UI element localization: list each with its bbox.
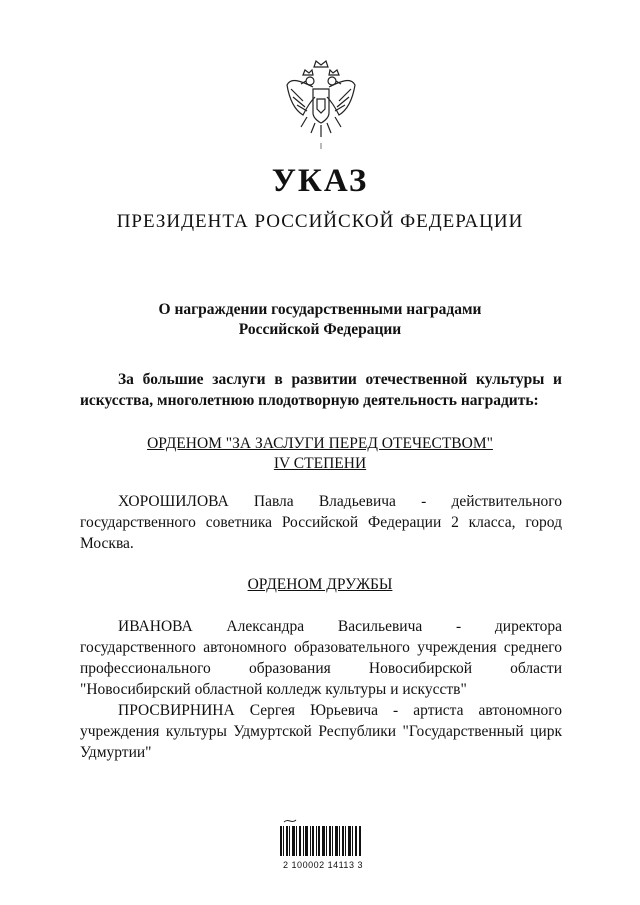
award-name-line-1: ОРДЕНОМ "ЗА ЗАСЛУГИ ПЕРЕД ОТЕЧЕСТВОМ" xyxy=(147,435,493,452)
barcode-number: 2 100002 14113 3 xyxy=(283,860,363,870)
coat-of-arms-icon xyxy=(283,57,359,152)
award-name-line-2: IV СТЕПЕНИ xyxy=(273,455,367,472)
award-heading-order-of-merit xyxy=(0,434,640,474)
barcode-icon xyxy=(278,816,364,858)
award-heading-order-of-friendship xyxy=(0,575,640,595)
issuer-subtitle: ПРЕЗИДЕНТА РОССИЙСКОЙ ФЕДЕРАЦИИ xyxy=(116,211,524,232)
decree-title-line-1: О награждении государственными наградами xyxy=(158,301,482,318)
recipient-entry: ПРОСВИРНИНА Сергея Юрьевича - артиста автономного учреждения культуры Удмуртской Республики "Государственный цирк Удмуртии" xyxy=(80,702,562,761)
decree-title xyxy=(100,300,540,340)
document-type-title: УКАЗ xyxy=(271,163,369,199)
recipient-entry: ИВАНОВА Александра Васильевича - директора государственного автономного образовательного учреждения среднего профессионального образования Новосибирской области "Новосибирский областной колледж культуры и искусств" xyxy=(80,618,562,698)
recipient-entry: ХОРОШИЛОВА Павла Владьевича - действительного государственного советника Российской Федерации 2 класса, город Москва. xyxy=(80,493,562,552)
decree-preamble: За большие заслуги в развитии отечественной культуры и искусства, многолетнюю плодотворную деятельность наградить: xyxy=(80,371,562,409)
decree-title-line-2: Российской Федерации xyxy=(238,321,402,338)
award-name-line-1: ОРДЕНОМ ДРУЖБЫ xyxy=(247,576,393,593)
